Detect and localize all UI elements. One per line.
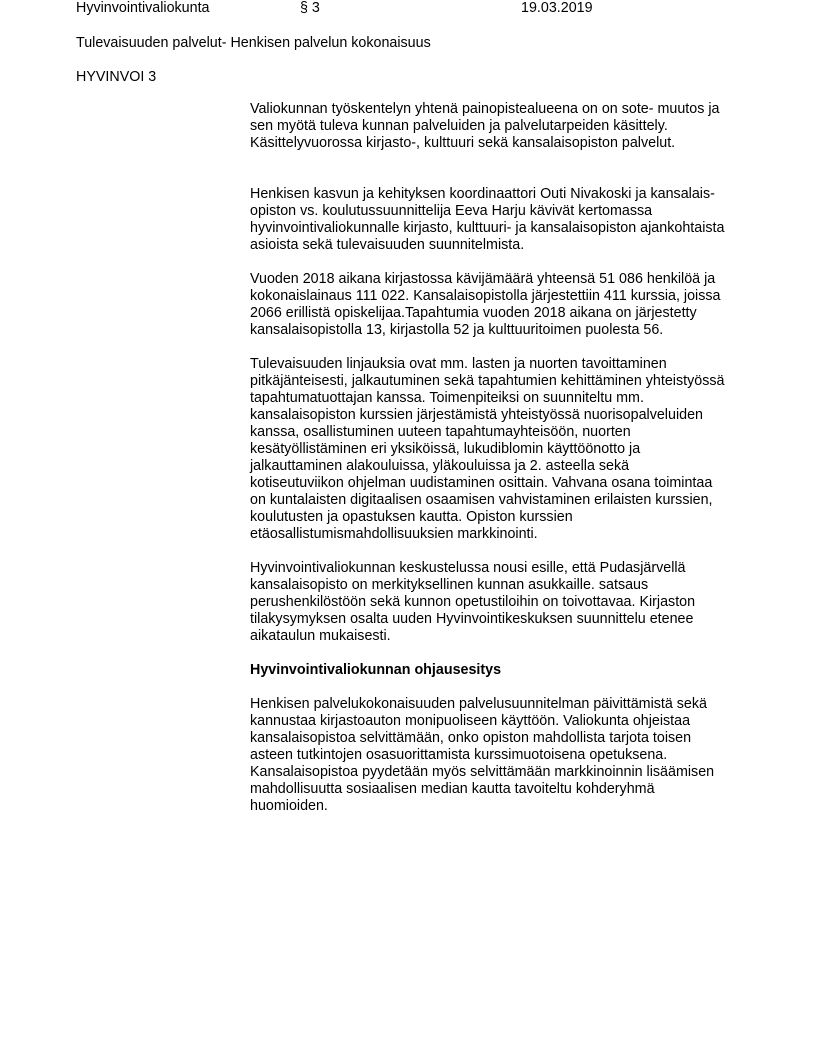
proposal-heading: Hyvinvointivaliokunnan ohjausesitys bbox=[250, 662, 502, 678]
document-body bbox=[250, 101, 750, 815]
paragraph-future: Tulevaisuuden linjauksia ovat mm. lasten ja nuorten tavoittaminen pitkäjänteisesti, jalkautuminen sekä tapahtumien kehittäminen yhteistyössä tapahtumatuottajan kanssa. Toimenpiteiksi on suunniteltu mm. kansalaisopiston kurssien järjestämistä yhteistyössä nuorisopalveluiden kanssa, osallistuminen uuteen tapahtumayhteisöön, nuorten kesätyöllistäminen eri yksiköissä, lukudiblomin käyttöönotto ja jalkauttaminen alakouluissa, yläkouluissa ja 2. asteella sekä kotiseutuviikon ohjelman uudistaminen osittain. Vahvana osana toimintaa on kuntalaisten digitaalisen osaamisen vahvistaminen erilaisten kurssien, koulutusten ja opastuksen kautta. Opiston kurssien etäosallistumismahdollisuuksien markkinointi. bbox=[250, 356, 725, 542]
paragraph-discussion: Hyvinvointivaliokunnan keskustelussa nousi esille, että Pudasjärvellä kansalaisopisto on merkityksellinen kunnan asukkaille. satsaus perushenkilöstöön sekä kunnon opetustiloihin on toivottavaa. Kirjaston tilakysymyksen osalta uuden Hyvinvointikeskuksen suunnittelu etenee aikataulun mukaisesti. bbox=[250, 560, 696, 644]
paragraph-statistics: Vuoden 2018 aikana kirjastossa kävijämäärä yhteensä 51 086 henkilöä ja kokonaislainaus 111 022. Kansalaisopistolla järjestettiin 411 kurssia, joissa 2066 erillistä opiskelijaa.Tapahtumia vuoden 2018 aikana on järjestetty kansalaisopistolla 13, kirjastolla 52 ja kulttuuritoimen puolesta 56. bbox=[250, 271, 721, 338]
paragraph-proposal: Henkisen palvelukokonaisuuden palvelusuunnitelman päivittämistä sekä kannustaa kirjastoauton monipuoliseen käyttöön. Valiokunta ohjeistaa kansalaisopistoa selvittämään, onko opiston mahdollista tarjota toisen asteen tutkintojen osasuorittamista kurssimuotoisena opetuksena. Kansalaisopistoa pyydetään myös selvittämään markkinoinnin lisäämisen mahdollisuutta sosiaalisen median kautta tavoiteltu kohderyhmä huomioiden. bbox=[250, 696, 715, 814]
paragraph-visit: Henkisen kasvun ja kehityksen koordinaattori Outi Nivakoski ja kansalais- opiston vs. koulutussuunnittelija Eeva Harju kävivät kertomassa hyvinvointivaliokunnalle kirjasto, kulttuuri- ja kansalaisopiston ajankohtaista asioista sekä tulevaisuuden suunnitelmista. bbox=[250, 186, 725, 253]
header-date: 19.03.2019 bbox=[521, 0, 593, 16]
page-header bbox=[0, 0, 816, 17]
paragraph-intro: Valiokunnan työskentelyn yhtenä painopistealueena on on sote- muutos ja sen myötä tuleva kunnan palveluiden ja palvelutarpeiden käsittely. Käsittelyvuorossa kirjasto-, kulttuuri sekä kansalaisopiston palvelut. bbox=[250, 101, 720, 151]
header-section-number: § 3 bbox=[300, 0, 320, 16]
subject-title: Tulevaisuuden palvelut- Henkisen palvelun kokonaisuus bbox=[76, 35, 431, 51]
case-id: HYVINVOI 3 bbox=[76, 69, 157, 85]
header-organization: Hyvinvointivaliokunta bbox=[76, 0, 210, 16]
